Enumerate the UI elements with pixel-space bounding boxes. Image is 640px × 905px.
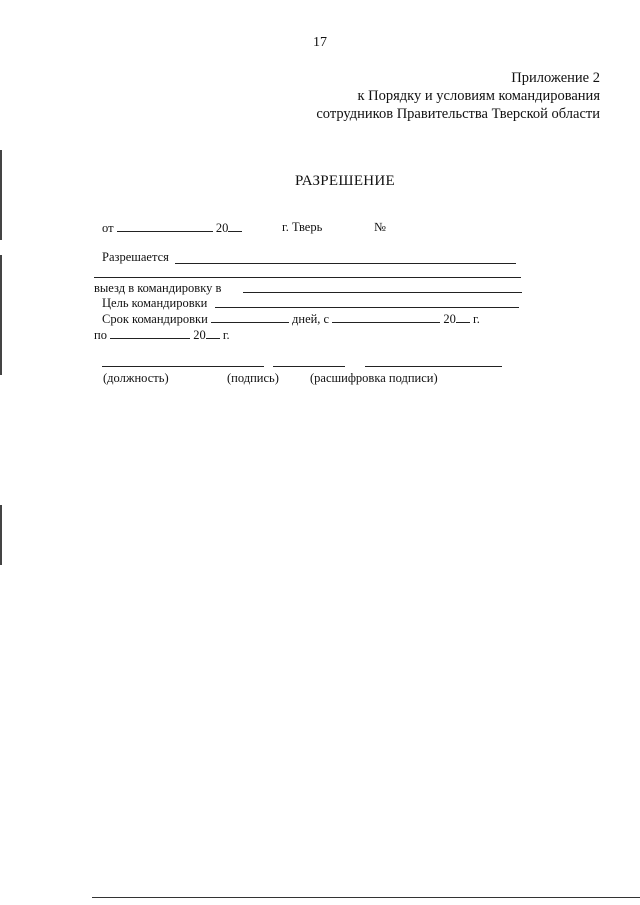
scan-margin-mark <box>0 505 2 565</box>
year-blank[interactable] <box>228 220 242 232</box>
date-blank[interactable] <box>117 220 213 232</box>
decoding-caption: (расшифровка подписи) <box>310 371 438 385</box>
position-caption: (должность) <box>103 371 169 385</box>
end-year-suffix: г. <box>222 328 230 342</box>
end-year-blank[interactable] <box>206 327 220 339</box>
scan-margin-mark <box>0 255 2 375</box>
start-year-suffix: г. <box>472 312 480 326</box>
purpose-blank[interactable] <box>215 307 519 308</box>
number-sign: № <box>374 220 386 234</box>
permitted-continuation-blank[interactable] <box>94 277 521 278</box>
scan-margin-mark <box>0 150 2 240</box>
appendix-reference: к Порядку и условиям командирования <box>357 88 600 104</box>
start-year-prefix: 20 <box>443 312 456 326</box>
days-blank[interactable] <box>211 311 289 323</box>
trip-to-label: выезд в командировку в <box>94 281 222 295</box>
duration-row <box>102 311 480 327</box>
date-row <box>102 220 242 236</box>
days-from-label: дней, с <box>292 312 330 326</box>
decoding-blank[interactable] <box>365 366 502 367</box>
permitted-label: Разрешается <box>102 250 169 264</box>
signature-blank[interactable] <box>273 366 345 367</box>
purpose-label: Цель командировки <box>102 296 208 310</box>
until-label: по <box>94 328 107 342</box>
trip-to-blank[interactable] <box>243 292 522 293</box>
position-blank[interactable] <box>102 366 264 367</box>
document-title: РАЗРЕШЕНИЕ <box>294 173 396 189</box>
appendix-organization: сотрудников Правительства Тверской области <box>316 106 600 122</box>
start-year-blank[interactable] <box>456 311 470 323</box>
city-label: г. Тверь <box>282 220 323 234</box>
end-date-blank[interactable] <box>110 327 190 339</box>
end-year-prefix: 20 <box>193 328 206 342</box>
appendix-title: Приложение 2 <box>511 70 600 86</box>
permitted-blank[interactable] <box>175 263 516 264</box>
start-date-blank[interactable] <box>332 311 440 323</box>
page-number: 17 <box>313 35 327 50</box>
end-date-row <box>94 327 230 343</box>
year-prefix: 20 <box>215 221 229 235</box>
from-label: от <box>102 221 114 235</box>
scan-bottom-edge <box>92 897 640 898</box>
signature-caption: (подпись) <box>227 371 279 385</box>
duration-label: Срок командировки <box>102 312 208 326</box>
